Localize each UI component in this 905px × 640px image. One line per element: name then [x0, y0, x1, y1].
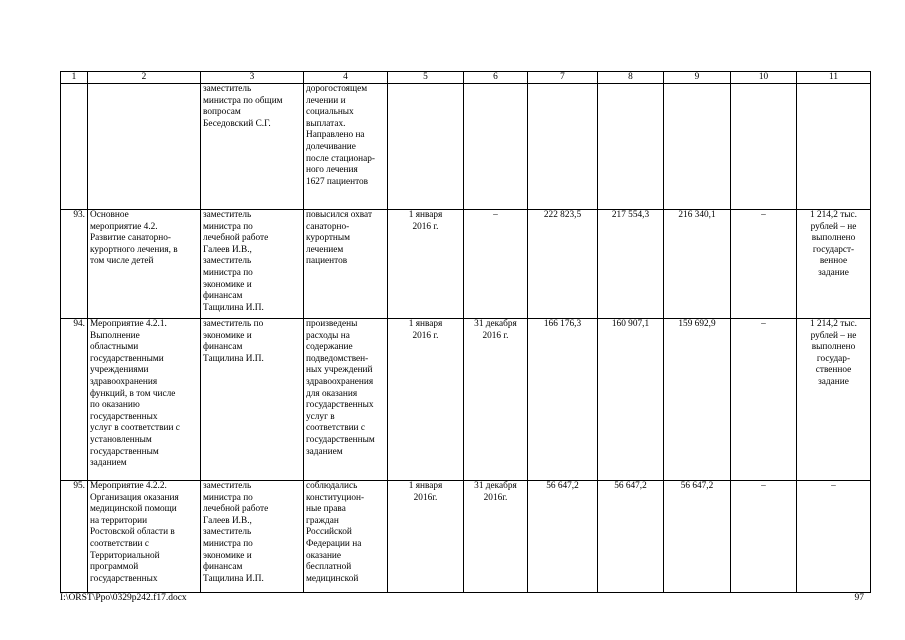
column-header: 8 — [598, 72, 664, 84]
value-col9 — [664, 84, 731, 210]
responsible-person: заместитель министра по лечебной работе Галеев И.В., заместитель министра по экономике и финансам Тащилина И.П. — [201, 481, 304, 593]
table-row — [61, 84, 871, 210]
responsible-person: заместитель министра по лечебной работе Галеев И.В., заместитель министра по экономике и финансам Тащилина И.П. — [201, 210, 304, 319]
column-header: 6 — [464, 72, 528, 84]
row-number: 95. — [61, 481, 88, 593]
page-number: 97 — [854, 593, 864, 603]
header-row — [61, 72, 871, 84]
row-number — [61, 84, 88, 210]
value-col9: 159 692,9 — [664, 319, 731, 481]
activity-result: соблюдались конституцион- ные права граждан Российской Федерации на оказание бесплатной медицинской — [304, 481, 388, 593]
value-col10: – — [731, 319, 797, 481]
value-col10: – — [731, 481, 797, 593]
end-date: 31 декабря 2016 г. — [464, 319, 528, 481]
activity-result: повысился охват санаторно- курортным лечением пациентов — [304, 210, 388, 319]
note-col11: 1 214,2 тыс. рублей – не выполнено государ- ственное задание — [797, 319, 871, 481]
activity-result: произведены расходы на содержание подведомствен- ных учреждений здравоохранения для оказания государственных услуг в соответствии с государственным заданием — [304, 319, 388, 481]
column-header: 11 — [797, 72, 871, 84]
column-header: 1 — [61, 72, 88, 84]
row-number: 93. — [61, 210, 88, 319]
row-number: 94. — [61, 319, 88, 481]
value-col8: 217 554,3 — [598, 210, 664, 319]
value-col9: 56 647,2 — [664, 481, 731, 593]
note-col11: 1 214,2 тыс. рублей – не выполнено государст- венное задание — [797, 210, 871, 319]
activity-name — [88, 84, 201, 210]
note-col11: – — [797, 481, 871, 593]
footer-file-path: I:\ORST\Ppo\0329p242.f17.docx — [60, 593, 187, 603]
end-date: – — [464, 210, 528, 319]
column-header: 3 — [201, 72, 304, 84]
responsible-person: заместитель министра по общим вопросам Беседовский С.Г. — [201, 84, 304, 210]
value-col10 — [731, 84, 797, 210]
table-row — [61, 210, 871, 319]
document-table — [60, 71, 871, 593]
table-row — [61, 319, 871, 481]
value-col10: – — [731, 210, 797, 319]
activity-result: дорогостоящем лечении и социальных выплатах. Направлено на долечивание после стационар- ного лечения 1627 пациентов — [304, 84, 388, 210]
end-date — [464, 84, 528, 210]
value-col7: 222 823,5 — [528, 210, 598, 319]
end-date: 31 декабря 2016г. — [464, 481, 528, 593]
note-col11 — [797, 84, 871, 210]
start-date: 1 января 2016г. — [388, 481, 464, 593]
column-header: 9 — [664, 72, 731, 84]
activity-name: Основное мероприятие 4.2. Развитие санаторно- курортного лечения, в том числе детей — [88, 210, 201, 319]
value-col8: 160 907,1 — [598, 319, 664, 481]
start-date: 1 января 2016 г. — [388, 210, 464, 319]
value-col8 — [598, 84, 664, 210]
column-header: 2 — [88, 72, 201, 84]
value-col8: 56 647,2 — [598, 481, 664, 593]
value-col7: 56 647,2 — [528, 481, 598, 593]
value-col7: 166 176,3 — [528, 319, 598, 481]
value-col9: 216 340,1 — [664, 210, 731, 319]
start-date — [388, 84, 464, 210]
activity-name: Мероприятие 4.2.1. Выполнение областными государственными учреждениями здравоохранения функций, в том числе по оказанию государственных услуг в соответствии с установленным государственным заданием — [88, 319, 201, 481]
column-header: 4 — [304, 72, 388, 84]
start-date: 1 января 2016 г. — [388, 319, 464, 481]
activity-name: Мероприятие 4.2.2. Организация оказания медицинской помощи на территории Ростовской области в соответствии с Территориальной программой государственных — [88, 481, 201, 593]
table-row — [61, 481, 871, 593]
responsible-person: заместитель по экономике и финансам Тащилина И.П. — [201, 319, 304, 481]
column-header: 7 — [528, 72, 598, 84]
column-header: 5 — [388, 72, 464, 84]
value-col7 — [528, 84, 598, 210]
column-header: 10 — [731, 72, 797, 84]
